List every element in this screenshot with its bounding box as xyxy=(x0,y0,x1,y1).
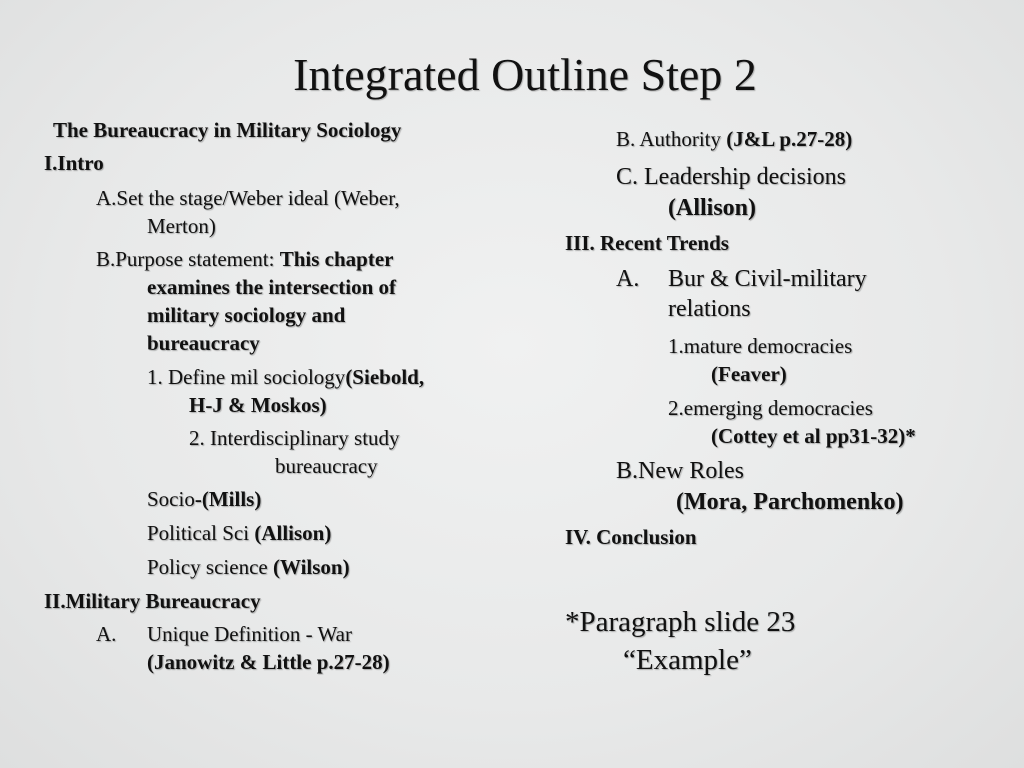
paragraph-note-line2: “Example” xyxy=(623,644,752,676)
slide-title: Integrated Outline Step 2 xyxy=(293,49,757,100)
define-sociology-cite: (Siebold, xyxy=(345,365,425,389)
define-sociology-line2: H-J & Moskos) xyxy=(189,393,327,417)
socio-line xyxy=(147,486,261,512)
authority-text: B. Authority xyxy=(616,127,727,151)
trends-item-a-line2: relations xyxy=(668,296,751,322)
section-military-bureaucracy-heading: II.Military Bureaucracy xyxy=(44,589,261,613)
define-sociology-text: 1. Define mil sociology xyxy=(147,365,346,389)
polisci-line xyxy=(147,520,331,546)
new-roles-line2: (Mora, Parchomenko) xyxy=(676,489,904,515)
interdisciplinary-line1: 2. Interdisciplinary study xyxy=(189,426,400,450)
purpose-bold-start: This chapter xyxy=(279,247,394,271)
trends-item-a-line1: Bur & Civil-military xyxy=(668,266,867,292)
polisci-cite: (Allison) xyxy=(254,521,332,545)
polisci-text: Political Sci xyxy=(147,521,255,545)
authority-line xyxy=(616,126,852,152)
trends-item-a-marker: A. xyxy=(616,266,640,292)
interdisciplinary-line2: bureaucracy xyxy=(275,454,378,478)
paragraph-note-line1: *Paragraph slide 23 xyxy=(565,606,796,638)
military-item-a-marker: A. xyxy=(96,622,117,646)
section-conclusion-heading: IV. Conclusion xyxy=(565,525,697,549)
leadership-line1: C. Leadership decisions xyxy=(616,164,846,190)
define-sociology-line1 xyxy=(147,364,424,390)
military-item-a-line2: (Janowitz & Little p.27-28) xyxy=(147,650,390,674)
intro-item-b-line1 xyxy=(96,246,394,272)
purpose-label: B.Purpose statement: xyxy=(96,247,280,271)
socio-cite: -(Mills) xyxy=(194,487,262,511)
mature-democracies-line2: (Feaver) xyxy=(711,362,787,386)
emerging-democracies-line2: (Cottey et al pp31-32)* xyxy=(711,424,916,448)
socio-text: Socio xyxy=(147,487,195,511)
intro-item-a-line2: Merton) xyxy=(147,214,216,238)
authority-cite: (J&L p.27-28) xyxy=(726,127,853,151)
section-intro-heading: I.Intro xyxy=(44,151,104,175)
new-roles-line1: B.New Roles xyxy=(616,458,744,484)
intro-item-a-line1: A.Set the stage/Weber ideal (Weber, xyxy=(96,186,400,210)
intro-item-b-line4: bureaucracy xyxy=(147,331,260,355)
intro-item-b-line2: examines the intersection of xyxy=(147,275,397,299)
policy-text: Policy science xyxy=(147,555,273,579)
emerging-democracies-line1: 2.emerging democracies xyxy=(668,396,873,420)
policy-cite: (Wilson) xyxy=(272,555,350,579)
section-recent-trends-heading: III. Recent Trends xyxy=(565,231,729,255)
mature-democracies-line1: 1.mature democracies xyxy=(668,334,853,358)
intro-item-b-line3: military sociology and xyxy=(147,303,346,327)
outline-subtitle: The Bureaucracy in Military Sociology xyxy=(53,118,402,142)
military-item-a-line1: Unique Definition - War xyxy=(147,622,352,646)
leadership-line2: (Allison) xyxy=(668,195,757,221)
policy-line xyxy=(147,554,350,580)
